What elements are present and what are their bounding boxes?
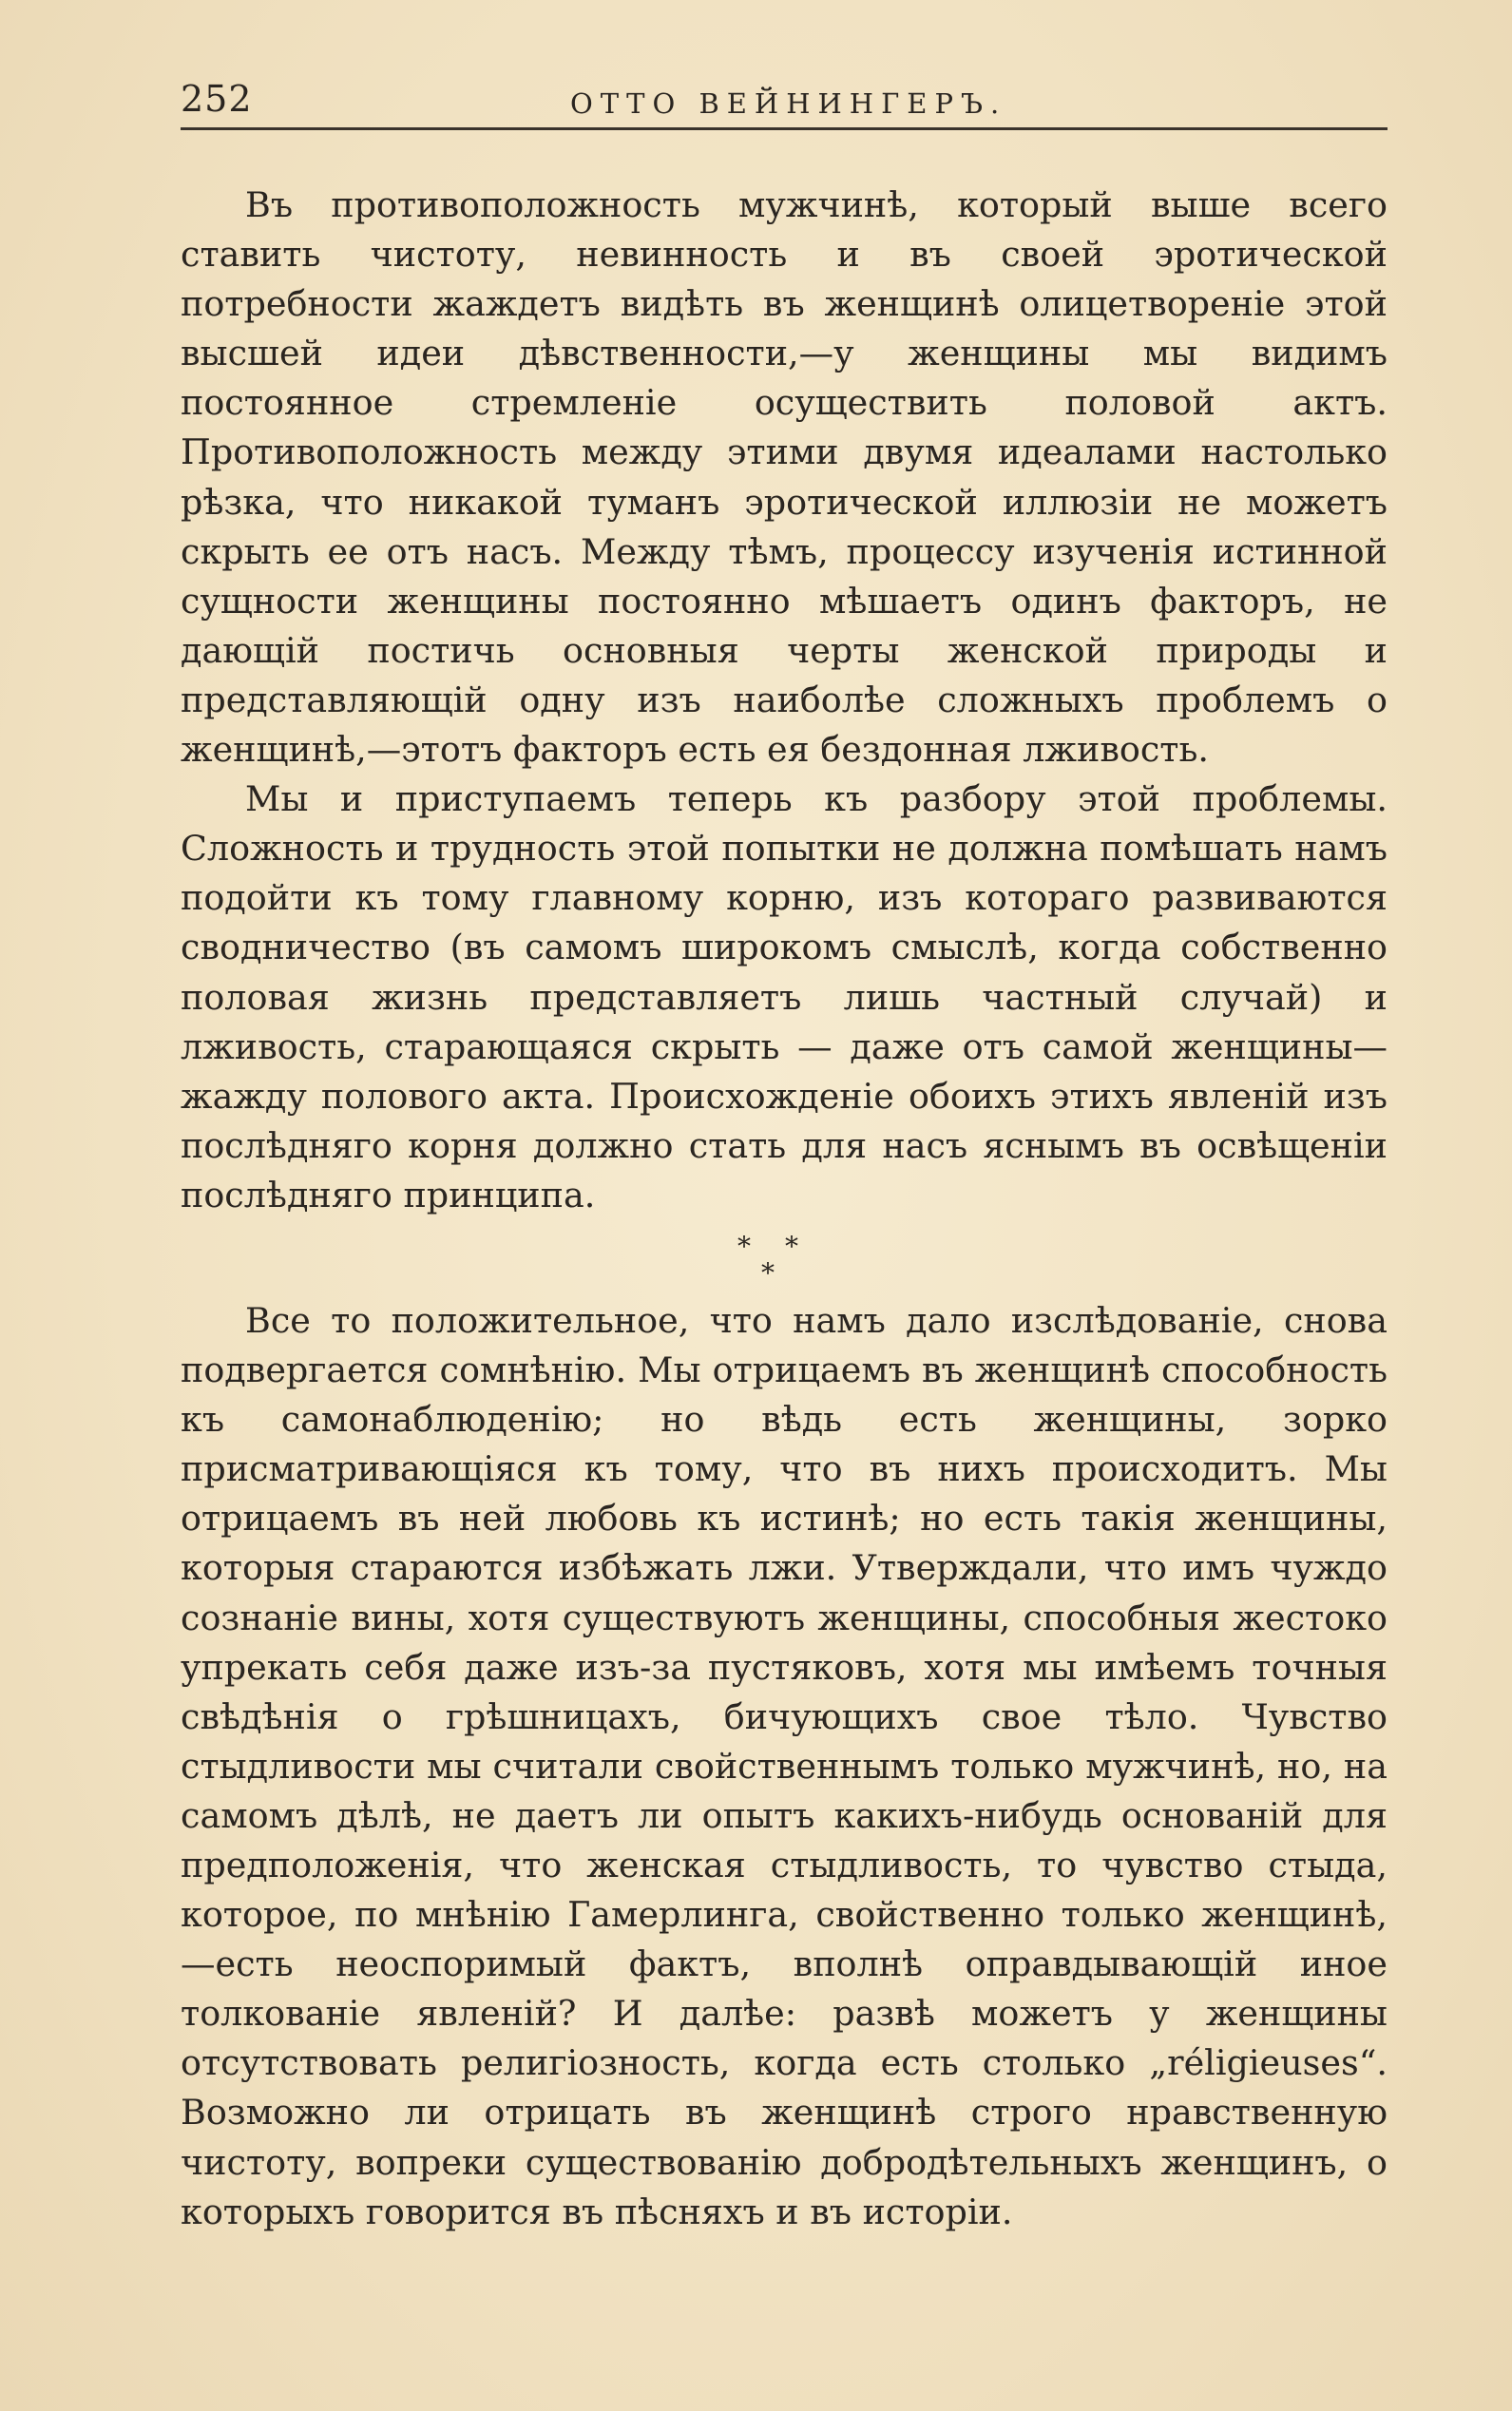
page-number: 252: [181, 78, 253, 120]
body-text: [181, 181, 1388, 2237]
paragraph-3: Все то положительное, что намъ дало изслѣдованіе, снова подвергается сомнѣнію. Мы отрицаемъ въ женщинѣ способность къ самонаблюденію; но вѣдь есть женщины, зорко присматривающіяся къ тому, что въ нихъ происходитъ. Мы отрицаемъ въ ней любовь къ истинѣ; но есть такія женщины, которыя стараются избѣжать лжи. Утверждали, что имъ чуждо сознаніе вины, хотя существуютъ женщины, способныя жестоко упрекать себя даже изъ-за пустяковъ, хотя мы имѣемъ точныя свѣдѣнія о грѣшницахъ, бичующихъ свое тѣло. Чувство стыдливости мы считали свойственнымъ только мужчинѣ, но, на самомъ дѣлѣ, не даетъ ли опытъ какихъ-нибудь основаній для предположенія, что женская стыдливость, то чувство стыда, которое, по мнѣнію Гамерлинга, свойственно только женщинѣ,—есть неоспоримый фактъ, вполнѣ оправдывающій иное толкованіе явленій? И далѣе: развѣ можетъ у женщины отсутствовать религіозность, когда есть столько „réligieuses“. Возможно ли отрицать въ женщинѣ строго нравственную чистоту, вопреки существованію добродѣтельныхъ женщинъ, о которыхъ говорится въ пѣсняхъ и въ исторіи.: [181, 1299, 1388, 2232]
paragraph-2: Мы и приступаемъ теперь къ разбору этой проблемы. Сложность и трудность этой попытки не должна помѣшать намъ подойти къ тому главному корню, изъ котораго развиваются сводничество (въ самомъ широкомъ смыслѣ, когда собственно половая жизнь представляетъ лишь частный случай) и лживость, старающаяся скрыть — даже отъ самой женщины—жажду полового акта. Происхожденіе обоихъ этихъ явленій изъ послѣдняго корня должно стать для насъ яснымъ въ освѣщеніи послѣдняго принципа.: [181, 778, 1388, 1215]
paragraph-1: Въ противоположность мужчинѣ, который выше всего ставить чистоту, невинность и въ своей эротической потребности жаждетъ видѣть въ женщинѣ олицетвореніе этой высшей идеи дѣвственности,—у женщины мы видимъ постоянное стремленіе осуществить половой актъ. Противоположность между этими двумя идеалами настолько рѣзка, что никакой туманъ эротической иллюзіи не можетъ скрыть ее отъ насъ. Между тѣмъ, процессу изученія истинной сущности женщины постоянно мѣшаетъ одинъ факторъ, не дающій постичь основныя черты женской природы и представляющій одну изъ наиболѣе сложныхъ проблемъ о женщинѣ,—этотъ факторъ есть ея бездонная лживость.: [181, 184, 1388, 771]
asterism-star: *: [761, 1256, 775, 1289]
running-title: ОТТО ВЕЙНИНГЕРЪ.: [570, 87, 1007, 120]
asterism-star: *: [737, 1230, 751, 1262]
header-rule: [181, 127, 1388, 130]
page-header: [181, 78, 1388, 135]
asterism-star: *: [785, 1230, 798, 1262]
asterism-divider: [181, 1226, 1388, 1294]
